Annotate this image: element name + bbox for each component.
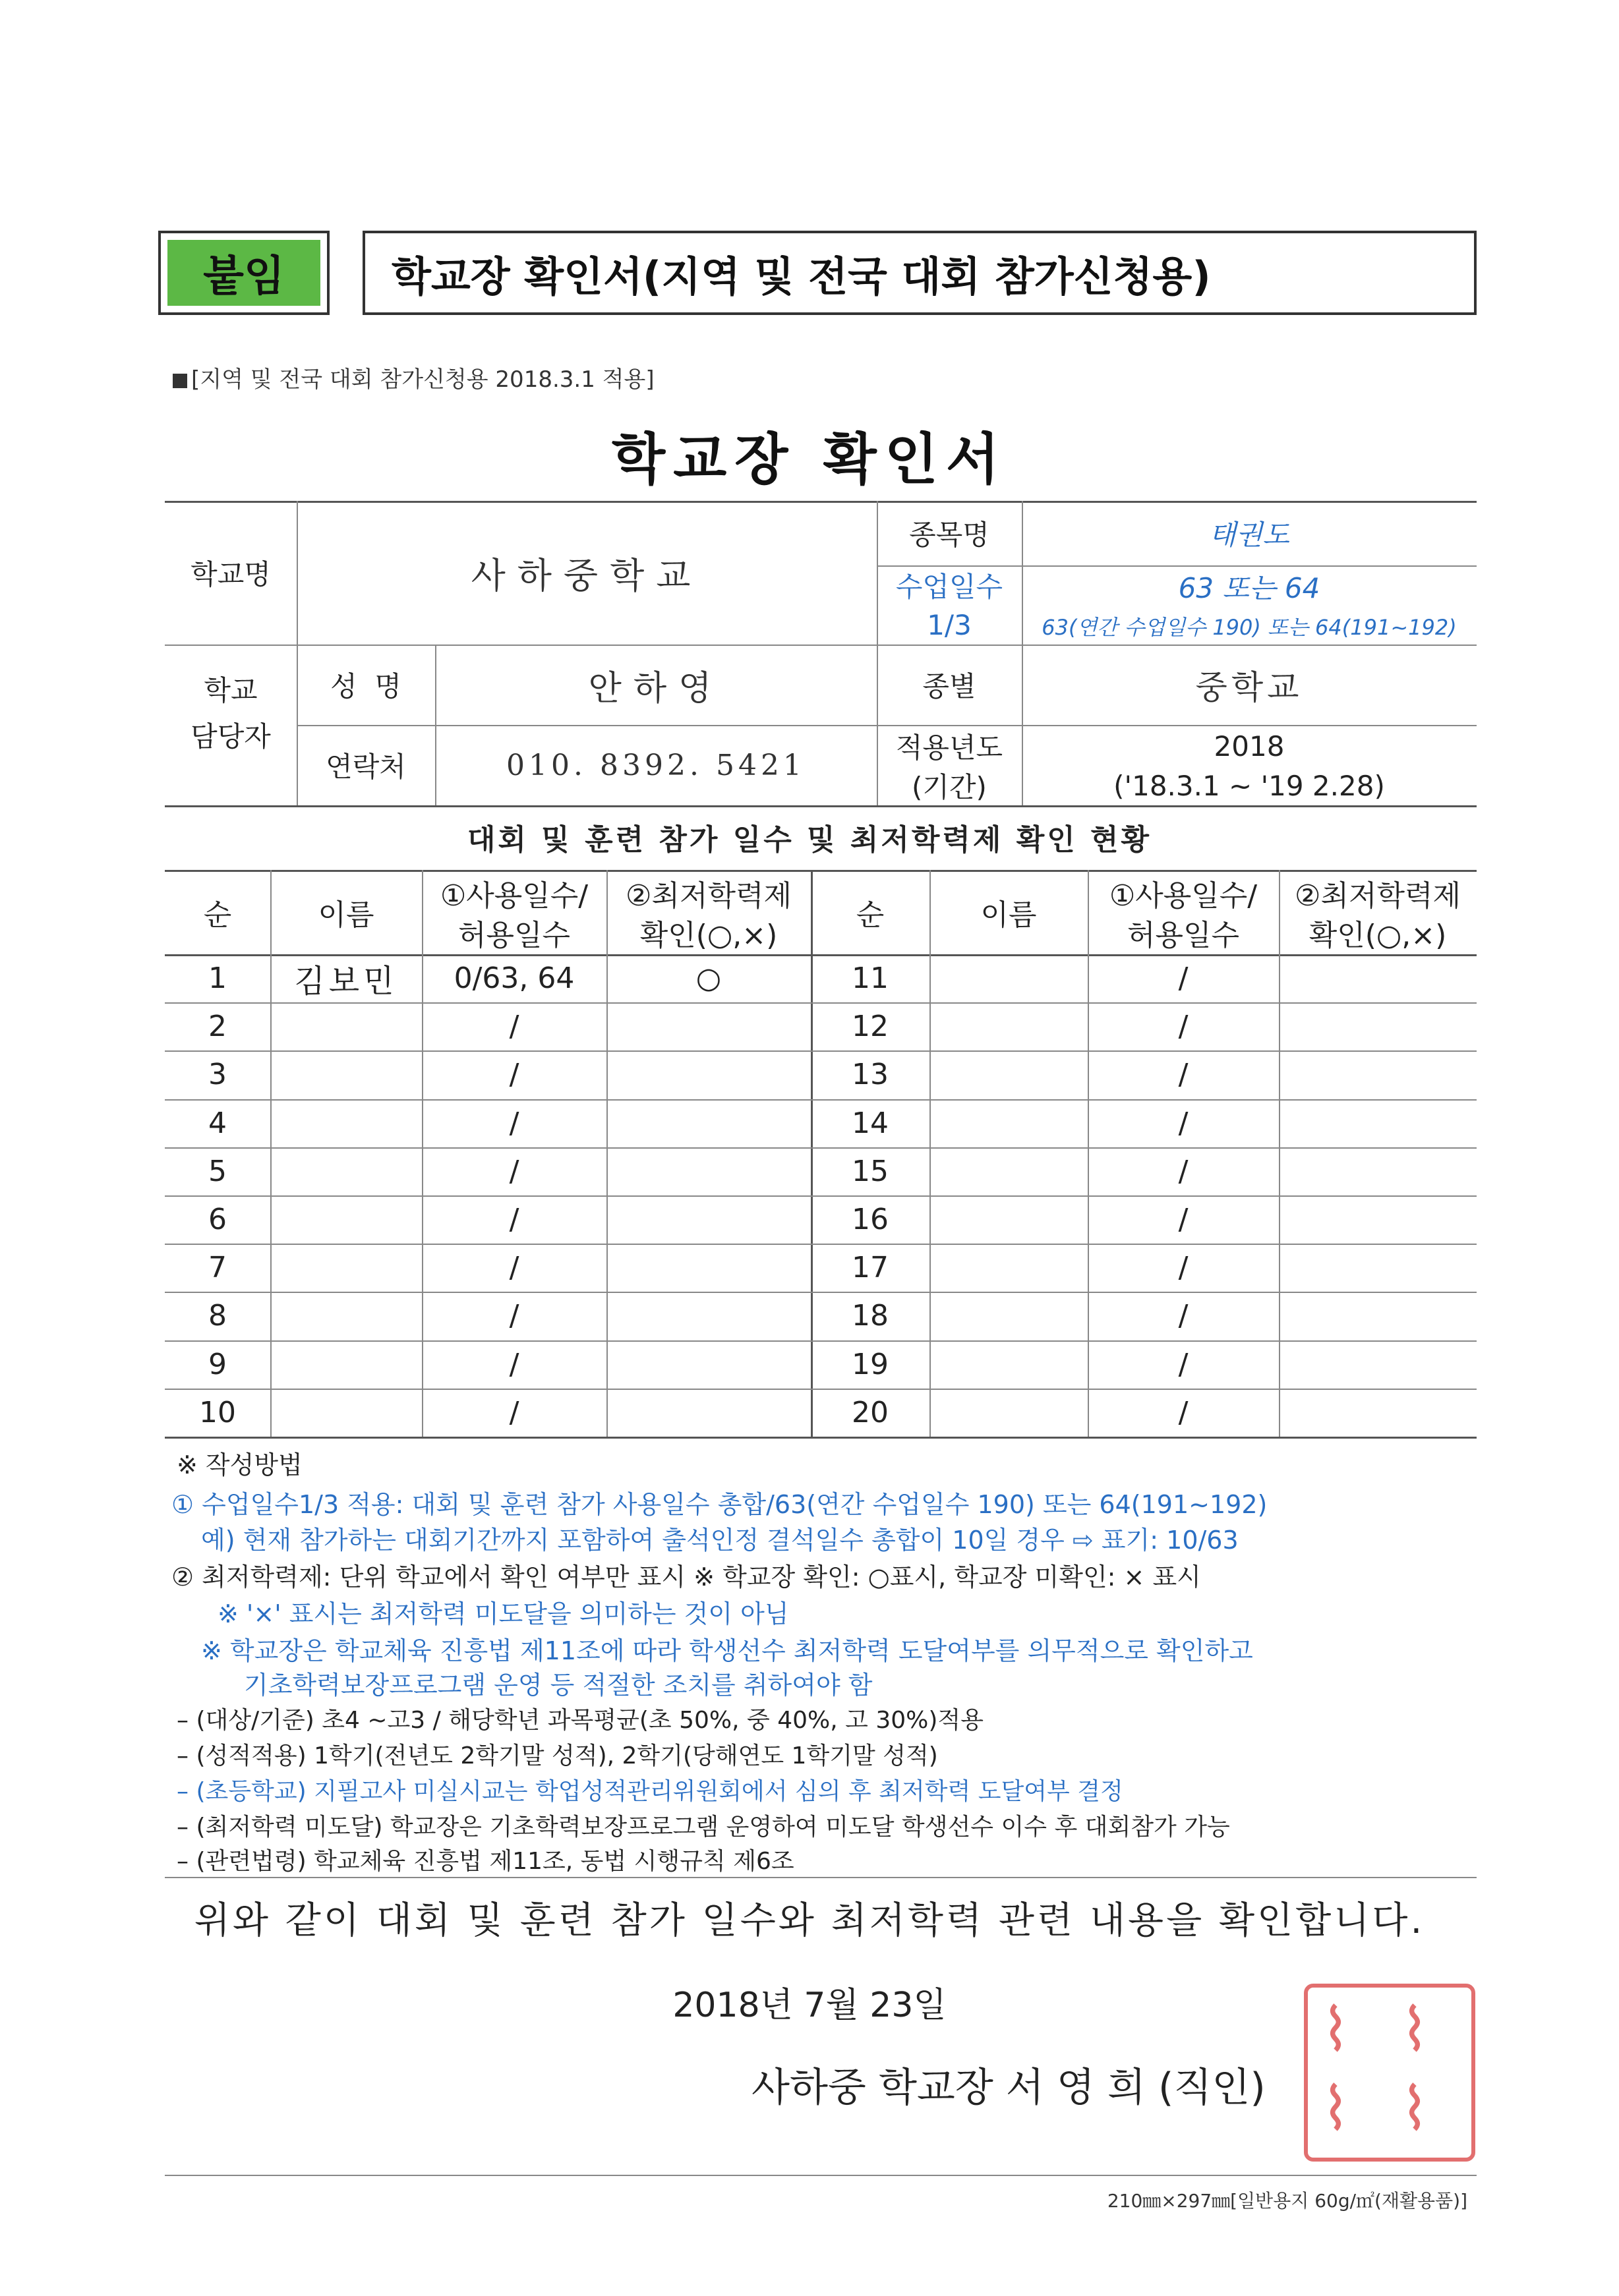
row-number-right: 20	[852, 1395, 889, 1429]
row-days-left: /	[509, 1299, 519, 1333]
row-name-left	[270, 1389, 422, 1437]
row-number-left: 5	[208, 1154, 227, 1188]
row-check-left	[606, 1340, 811, 1389]
row-check-left	[606, 1292, 811, 1340]
days-value-2: 63(연간 수업일수 190) 또는 64(191~192)	[1042, 615, 1457, 640]
contact-label-2: 담당자	[191, 720, 271, 753]
row-check-left	[606, 1389, 811, 1437]
col-header-no-right: 순	[856, 898, 885, 932]
type-label: 종별	[922, 670, 976, 703]
row-days-right: /	[1178, 1010, 1189, 1044]
row-days-right: /	[1178, 1395, 1189, 1429]
row-name-left	[270, 1099, 422, 1147]
school-name-label: 학교명	[191, 558, 271, 590]
row-number-right: 18	[852, 1299, 889, 1333]
row-days-left: /	[509, 1395, 519, 1429]
col-header-name-left: 이름	[318, 898, 374, 932]
col-header-min-left-2: 확인(○,×)	[639, 919, 778, 952]
contact-label-1: 학교	[204, 674, 258, 706]
row-check-left	[606, 1244, 811, 1292]
row-check-left	[606, 1050, 811, 1099]
square-bullet-icon	[173, 374, 187, 388]
year-value-1: 2018	[1214, 730, 1285, 762]
row-name-left	[270, 1147, 422, 1195]
row-number-left: 10	[199, 1395, 236, 1429]
status-section-title: 대회 및 훈련 참가 일수 및 최저학력제 확인 현황	[467, 823, 1152, 857]
row-name-left: 김보민	[294, 963, 398, 1000]
sport-value: 태권도	[1209, 519, 1289, 551]
col-header-name-right: 이름	[980, 898, 1037, 932]
row-check-right	[1279, 1340, 1477, 1389]
row-days-right: /	[1178, 1299, 1189, 1333]
row-check-right	[1279, 1195, 1477, 1244]
attachment-tag-label: 붙임	[167, 240, 320, 306]
days-label-2: 1/3	[927, 608, 972, 641]
application-note	[173, 361, 655, 393]
days-value-1: 63 또는 64	[1178, 572, 1320, 604]
row-check-right	[1279, 1292, 1477, 1340]
row-name-right	[929, 1050, 1088, 1099]
note-4a: ※ 학교장은 학교체육 진흥법 제11조에 따라 학생선수 최저학력 도달여부를 의무적으로 확인하고	[201, 1636, 1253, 1665]
paper-spec: 210㎜×297㎜[일반용지 60g/㎡(재활용품)]	[1107, 2190, 1467, 2212]
note-2: ② 최저학력제: 단위 학교에서 확인 여부만 표시 ※ 학교장 확인: ○표시, 학교장 미확인: × 표시	[171, 1563, 1201, 1592]
document-header-title: 학교장 확인서(지역 및 전국 대회 참가신청용)	[363, 231, 1477, 315]
row-number-right: 15	[852, 1154, 889, 1188]
row-number-left: 6	[208, 1203, 227, 1237]
note-1a: ① 수업일수1/3 적용: 대회 및 훈련 참가 사용일수 총합/63(연간 수업일수 190) 또는 64(191~192)	[171, 1490, 1268, 1519]
row-days-right: /	[1178, 1058, 1189, 1092]
row-number-left: 9	[208, 1347, 227, 1381]
row-days-left: /	[509, 1203, 519, 1237]
signature-date: 2018년 7월 23일	[672, 1986, 947, 2025]
row-number-left: 3	[208, 1058, 227, 1092]
days-label-1: 수업일수	[895, 571, 1003, 603]
row-number-left: 7	[208, 1251, 227, 1285]
row-days-left: /	[509, 1154, 519, 1188]
col-header-min-left-1: ②최저학력제	[626, 879, 792, 913]
col-header-days-left-1: ①사용일수/	[440, 879, 589, 913]
row-name-left	[270, 1244, 422, 1292]
row-check-left	[606, 1195, 811, 1244]
row-number-right: 14	[852, 1106, 889, 1140]
row-check-left	[606, 1147, 811, 1195]
row-check-right	[1279, 1050, 1477, 1099]
row-check-right	[1279, 954, 1477, 1002]
name-value: 안하영	[588, 668, 724, 708]
row-check-right	[1279, 1099, 1477, 1147]
row-days-right: /	[1178, 1154, 1189, 1188]
note-d1: – (대상/기준) 초4 ~고3 / 해당학년 과목평균(초 50%, 중 40%, 고 30%)적용	[177, 1707, 984, 1734]
note-d2: – (성적적용) 1학기(전년도 2학기말 성적), 2학기(당해연도 1학기말 성적)	[177, 1742, 938, 1769]
notes-heading: ※ 작성방법	[177, 1450, 303, 1479]
row-days-left: /	[509, 1106, 519, 1140]
note-d4: – (최저학력 미도달) 학교장은 기초학력보장프로그램 운영하여 미도달 학생선수 이수 후 대회참가 가능	[177, 1814, 1230, 1841]
school-name-value: 사하중학교	[471, 554, 703, 596]
row-name-right	[929, 1147, 1088, 1195]
row-name-left	[270, 1340, 422, 1389]
row-check-right	[1279, 1244, 1477, 1292]
row-name-right	[929, 1244, 1088, 1292]
row-days-left: /	[509, 1058, 519, 1092]
note-4b: 기초학력보장프로그램 운영 등 적절한 조치를 취하여야 함	[244, 1671, 873, 1700]
row-name-right	[929, 1195, 1088, 1244]
confirmation-statement: 위와 같이 대회 및 훈련 참가 일수와 최저학력 관련 내용을 확인합니다.	[194, 1899, 1425, 1942]
row-check-left: ○	[695, 961, 722, 996]
col-header-days-left-2: 허용일수	[457, 919, 570, 952]
attachment-tag	[158, 231, 330, 315]
row-check-left	[606, 1099, 811, 1147]
row-name-right	[929, 1292, 1088, 1340]
row-days-right: /	[1178, 1203, 1189, 1237]
row-name-left	[270, 1002, 422, 1050]
row-number-right: 12	[852, 1010, 889, 1044]
row-days-right: /	[1178, 1347, 1189, 1381]
row-name-left	[270, 1292, 422, 1340]
col-header-no-left: 순	[203, 898, 232, 932]
note-d3: – (초등학교) 지필고사 미실시교는 학업성적관리위원회에서 심의 후 최저학력 도달여부 결정	[177, 1778, 1123, 1805]
row-number-right: 16	[852, 1203, 889, 1237]
row-days-left: /	[509, 1347, 519, 1381]
phone-label: 연락처	[326, 751, 406, 783]
row-name-right	[929, 1099, 1088, 1147]
row-name-right	[929, 954, 1088, 1002]
row-days-left: /	[509, 1251, 519, 1285]
row-check-right	[1279, 1147, 1477, 1195]
note-1b: 예) 현재 참가하는 대회기간까지 포함하여 출석인정 결석일수 총합이 10일 경우 ⇨ 표기: 10/63	[201, 1526, 1239, 1555]
col-header-min-right-2: 확인(○,×)	[1309, 919, 1447, 952]
phone-value: 010. 8392. 5421	[506, 748, 806, 782]
principal-signature: 사하중 학교장 서 영 희 (직인)	[751, 2065, 1266, 2111]
note-3: ※ '×' 표시는 최저학력 미도달을 의미하는 것이 아님	[218, 1599, 789, 1628]
row-number-right: 19	[852, 1347, 889, 1381]
row-name-right	[929, 1389, 1088, 1437]
row-days-left: /	[509, 1010, 519, 1044]
row-days-right: /	[1178, 961, 1189, 996]
row-days-left: 0/63, 64	[454, 961, 575, 996]
row-number-left: 1	[208, 961, 227, 996]
year-value-2: ('18.3.1 ~ '19 2.28)	[1113, 769, 1385, 802]
row-name-left	[270, 1195, 422, 1244]
name-label: 성 명	[330, 670, 401, 703]
type-value: 중학교	[1195, 668, 1303, 706]
row-check-left	[606, 1002, 811, 1050]
row-name-left	[270, 1050, 422, 1099]
row-number-left: 2	[208, 1010, 227, 1044]
main-title: 학교장 확인서	[611, 427, 1008, 492]
col-header-days-right-2: 허용일수	[1127, 919, 1239, 952]
row-number-right: 13	[852, 1058, 889, 1092]
row-name-right	[929, 1340, 1088, 1389]
row-number-left: 8	[208, 1299, 227, 1333]
col-header-days-right-1: ①사용일수/	[1109, 879, 1258, 913]
year-label-2: (기간)	[912, 771, 987, 803]
row-days-right: /	[1178, 1106, 1189, 1140]
year-label-1: 적용년도	[895, 732, 1003, 764]
row-number-left: 4	[208, 1106, 227, 1140]
row-days-right: /	[1178, 1251, 1189, 1285]
application-note-text: [지역 및 전국 대회 참가신청용 2018.3.1 적용]	[191, 366, 655, 393]
col-header-min-right-1: ②최저학력제	[1295, 879, 1461, 913]
note-d5: – (관련법령) 학교체육 진흥법 제11조, 동법 시행규칙 제6조	[177, 1848, 794, 1875]
row-number-right: 17	[852, 1251, 889, 1285]
sport-label: 종목명	[909, 519, 989, 551]
row-check-right	[1279, 1002, 1477, 1050]
row-number-right: 11	[852, 961, 889, 996]
official-seal-icon: ⌇ ⌇ ⌇ ⌇	[1304, 1984, 1475, 2162]
row-check-right	[1279, 1389, 1477, 1437]
row-name-right	[929, 1002, 1088, 1050]
